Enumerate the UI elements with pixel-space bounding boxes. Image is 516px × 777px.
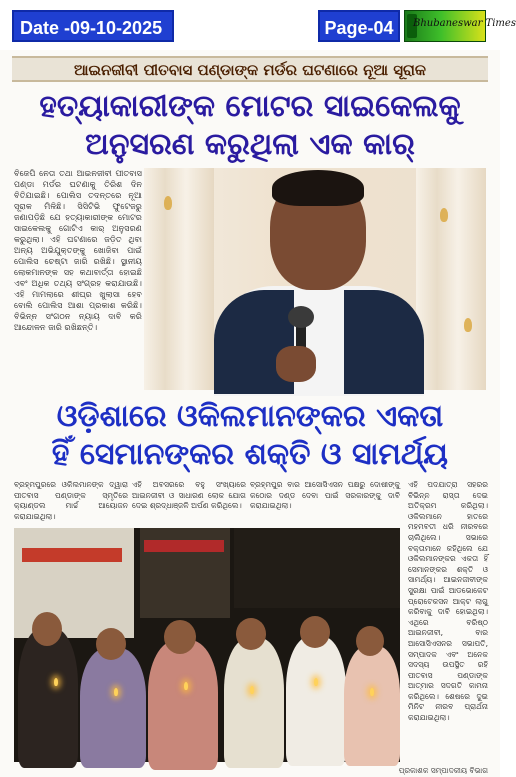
person-face (236, 618, 266, 650)
masthead (0, 0, 516, 50)
story2-column-1: ବ୍ରହ୍ମପୁରରେ ଓକିଲମାନଙ୍କ ଦ୍ୱାରା ପୀତବାସ ପଣ୍ଡାଙ୍କ ସ୍ମୃତିରେ କ୍ୟାଣ୍ଡଲ ମାର୍ଚ୍ଚ ଆୟୋଜନ କରାଯାଇଥିଲା। (14, 480, 128, 521)
logo-text: Bhubaneswar Times (413, 18, 516, 29)
person (148, 640, 218, 770)
story1-kicker: ଆଇନଜୀବୀ ପୀତବାସ ପଣ୍ଡାଙ୍କ ମର୍ଡର ଘଟଣାରେ ନୂଆ ସୂରାକ (12, 56, 488, 82)
story2-column-3: ବ୍ରହ୍ମପୁର ବାର ଆସୋସିଏସନ ପକ୍ଷରୁ ଦୋଷୀଙ୍କୁ କଠୋର ଦଣ୍ଡ ଦେବା ପାଇଁ ସରକାରଙ୍କୁ ଦାବି କରାଯାଇଥିଲା। (250, 480, 400, 511)
shop-front (14, 528, 134, 638)
person-face (300, 616, 330, 648)
person-face (164, 620, 196, 654)
story1-headline (12, 88, 488, 164)
candle-flame-icon (370, 688, 374, 696)
story2-column-4: ଏହି ପଦଯାତ୍ରା ସହରର ବିଭିନ୍ନ ରାସ୍ତା ଦେଇ ଅତିକ୍ରମ କରିଥିଲା। ଓକିଲମାନେ ହାତରେ ମହମବତୀ ଧରି ନୀରବରେ ଚାଲିଥିଲେ। ସଭାରେ ବକ୍ତାମାନେ କହିଥିଲେ ଯେ ଓକିଲମାନଙ୍କର ଏକତା ହିଁ ସେମାନଙ୍କର ଶକ୍ତି ଓ ସାମର୍ଥ୍ୟ। ଆଇନଜୀବୀଙ୍କ ସୁରକ୍ଷା ପାଇଁ ଆଡଭୋକେଟ ପ୍ରୋଟେକସନ ଆକ୍ଟ ଲାଗୁ କରିବାକୁ ଦାବି ହୋଇଥିଲା। ଏଥିରେ ବରିଷ୍ଠ ଆଇନଜୀବୀ, ବାର ଆସୋସିଏସନର ସଭାପତି, ସମ୍ପାଦକ ଏବଂ ଅନେକ ସଦସ୍ୟ ଉପସ୍ଥିତ ରହି ପୀତବାସ ପଣ୍ଡାଙ୍କ ଆତ୍ମାର ସଦଗତି କାମନା କରିଥିଲେ। ଶେଷରେ ଦୁଇ ମିନିଟ ନୀରବ ପ୍ରାର୍ଥନା କରାଯାଇଥିଲା। (408, 480, 488, 723)
speaker-vest-right (344, 290, 424, 394)
curtain-left (144, 168, 214, 390)
street-background (234, 528, 400, 608)
curtain-right (416, 168, 486, 390)
shop-sign (144, 540, 224, 552)
candle-flame-icon (250, 686, 254, 694)
decor-lamp (440, 208, 448, 222)
microphone-icon (288, 306, 314, 328)
person (18, 628, 78, 768)
person-face (32, 612, 62, 646)
decor-lamp (164, 196, 172, 210)
story1-body: ବିଜେପି ନେତା ତଥା ଆଇନଜୀବୀ ପୀତବାସ ପଣ୍ଡା ମର୍ଡର ଘଟଣାକୁ ତିରିଶ ଦିନ ବିତିଯାଇଛି। ପୋଲିସ ତଦନ୍ତରେ ନୂଆ ସୂରାକ ମିଳିଛି। ସିସିଟିଭି ଫୁଟେଜରୁ ଜଣାପଡ଼ିଛି ଯେ ହତ୍ୟାକାରୀଙ୍କ ମୋଟର ସାଇକେଲକୁ ଗୋଟିଏ କାର୍ ଅନୁସରଣ କରୁଥିଲା। ଏହି ଘଟଣାରେ ଜଡ଼ିତ ଥିବା ଅନ୍ୟ ଅଭିଯୁକ୍ତଙ୍କୁ ଖୋଜିବା ପାଇଁ ପୋଲିସ ଚେଷ୍ଟା ଜାରି ରଖିଛି। ସ୍ଥାନୀୟ ଲୋକମାନଙ୍କ ସହ କଥାବାର୍ତ୍ତା ହୋଇଛି ଏବଂ ଅଧିକ ତଥ୍ୟ ସଂଗ୍ରହ କରାଯାଉଛି। ଏହି ମାମଲାରେ ଶୀଘ୍ର ଖୁଲାସା ହେବ ବୋଲି ପୋଲିସ ଆଶା ପ୍ରକାଶ କରିଛି। ବିଭିନ୍ନ ସଂଗଠନ ନ୍ୟାୟ ଦାବି କରି ଆନ୍ଦୋଳନ ଜାରି ରଖିଛନ୍ତି। (14, 168, 142, 332)
person (80, 648, 146, 768)
person (286, 636, 346, 766)
person-face (356, 626, 384, 656)
person-face (96, 628, 126, 660)
shop-sign (22, 548, 122, 562)
person (344, 646, 400, 766)
newspaper-logo (404, 10, 516, 42)
story2-headline-line2: ହିଁ ସେମାନଙ୍କର ଶକ୍ତି ଓ ସାମର୍ଥ୍ୟ (51, 437, 449, 472)
decor-lamp (464, 318, 472, 332)
story2-column-2: ଏହି ଅବସରରେ ବହୁ ସଂଖ୍ୟାରେ ଆଇନଜୀବୀ ଓ ସାଧାରଣ ଲୋକ ଯୋଗ ଦେଇ ଶ୍ରଦ୍ଧାଞ୍ଜଳି ଅର୍ପଣ କରିଥିଲେ। (132, 480, 246, 511)
speaker-hand (276, 346, 316, 382)
candle-flame-icon (184, 682, 188, 690)
story2-headline-line1: ଓଡ଼ିଶାରେ ଓକିଲମାନଙ୍କର ଏକତା (56, 399, 444, 434)
candle-flame-icon (114, 688, 118, 696)
story2-photo-candle-march (14, 528, 400, 762)
date-badge: Date -09-10-2025 (12, 10, 174, 42)
candle-flame-icon (54, 678, 58, 686)
page-number-badge: Page-04 (318, 10, 400, 42)
speaker-hair (272, 170, 364, 206)
story1-photo-speaker (144, 168, 486, 390)
person (224, 638, 284, 768)
candle-flame-icon (314, 678, 318, 686)
story2-headline (12, 398, 488, 474)
page-footer-note: ପ୍ରକାଶକ ସମ୍ପାଦକୀୟ ବିଭାଗ (398, 766, 488, 775)
story1-headline-line1: ହତ୍ୟାକାରୀଙ୍କ ମୋଟର ସାଇକେଲକୁ (39, 89, 461, 124)
story1-headline-line2: ଅନୁସରଣ କରୁଥିଲା ଏକ କାର୍ (85, 127, 415, 162)
